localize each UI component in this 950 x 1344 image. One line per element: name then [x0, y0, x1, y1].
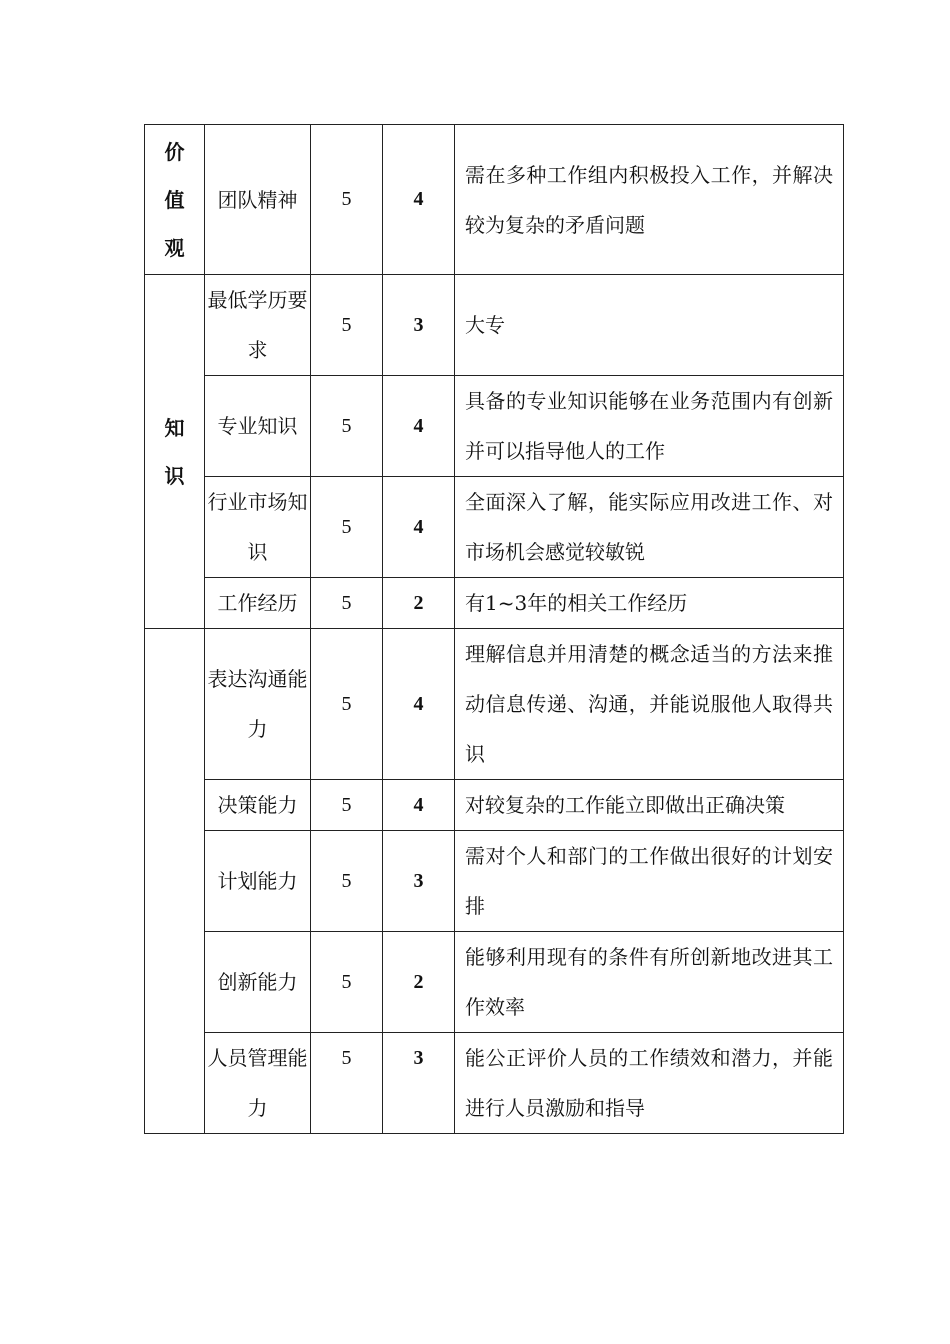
category-cell-values — [145, 125, 205, 275]
standard-score: 5 — [311, 578, 383, 629]
table-row — [145, 780, 844, 831]
required-score: 4 — [383, 780, 455, 831]
item-name: 创新能力 — [205, 932, 311, 1033]
required-score: 4 — [383, 629, 455, 780]
standard-score: 5 — [311, 125, 383, 275]
standard-score: 5 — [311, 629, 383, 780]
item-description: 理解信息并用清楚的概念适当的方法来推动信息传递、沟通，并能说服他人取得共识 — [455, 629, 844, 780]
table-row — [145, 376, 844, 477]
category-char: 价 — [164, 139, 185, 164]
competency-table — [144, 124, 844, 1134]
category-char: 值 — [164, 187, 185, 212]
required-score: 3 — [383, 831, 455, 932]
standard-score: 5 — [311, 477, 383, 578]
table-row — [145, 125, 844, 275]
category-char: 知 — [164, 415, 185, 440]
category-cell-abilities — [145, 629, 205, 1134]
table-row — [145, 1033, 844, 1134]
item-description: 对较复杂的工作能立即做出正确决策 — [455, 780, 844, 831]
item-name: 人员管理能力 — [205, 1033, 311, 1134]
table-row — [145, 831, 844, 932]
item-description: 需对个人和部门的工作做出很好的计划安排 — [455, 831, 844, 932]
item-name: 行业市场知识 — [205, 477, 311, 578]
item-name: 专业知识 — [205, 376, 311, 477]
item-description: 全面深入了解，能实际应用改进工作、对市场机会感觉较敏锐 — [455, 477, 844, 578]
standard-score: 5 — [311, 932, 383, 1033]
standard-score: 5 — [311, 1033, 383, 1134]
category-char: 识 — [164, 463, 185, 488]
item-description: 有1~3年的相关工作经历 — [455, 578, 844, 629]
standard-score: 5 — [311, 275, 383, 376]
table-row — [145, 477, 844, 578]
table-row — [145, 932, 844, 1033]
required-score: 4 — [383, 477, 455, 578]
item-name: 团队精神 — [205, 125, 311, 275]
item-description: 能公正评价人员的工作绩效和潜力，并能进行人员激励和指导 — [455, 1033, 844, 1134]
standard-score: 5 — [311, 831, 383, 932]
required-score: 4 — [383, 376, 455, 477]
table-row — [145, 578, 844, 629]
standard-score: 5 — [311, 780, 383, 831]
item-name: 最低学历要求 — [205, 275, 311, 376]
item-name: 决策能力 — [205, 780, 311, 831]
item-description: 需在多种工作组内积极投入工作，并解决较为复杂的矛盾问题 — [455, 125, 844, 275]
required-score: 3 — [383, 1033, 455, 1134]
item-description: 具备的专业知识能够在业务范围内有创新并可以指导他人的工作 — [455, 376, 844, 477]
standard-score: 5 — [311, 376, 383, 477]
required-score: 3 — [383, 275, 455, 376]
item-description: 大专 — [455, 275, 844, 376]
item-name: 表达沟通能力 — [205, 629, 311, 780]
item-name: 计划能力 — [205, 831, 311, 932]
required-score: 2 — [383, 578, 455, 629]
required-score: 2 — [383, 932, 455, 1033]
category-cell-knowledge — [145, 275, 205, 629]
required-score: 4 — [383, 125, 455, 275]
table-row — [145, 275, 844, 376]
item-name: 工作经历 — [205, 578, 311, 629]
category-char: 观 — [164, 235, 185, 260]
item-description: 能够利用现有的条件有所创新地改进其工作效率 — [455, 932, 844, 1033]
table-row — [145, 629, 844, 780]
